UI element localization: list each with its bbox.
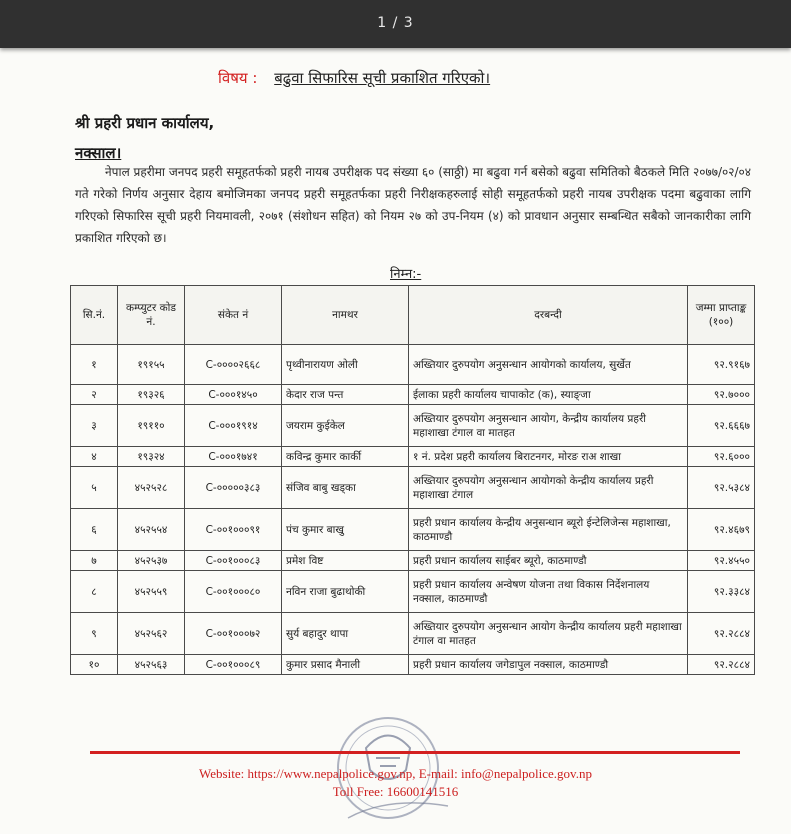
cell-total-score: ९२.४६७९ [688, 509, 755, 551]
cell-total-score: ९२.४५५० [688, 551, 755, 571]
cell-computer-code: १९३२४ [118, 447, 185, 467]
cell-name: सुर्य बहादुर थापा [282, 613, 409, 655]
cell-total-score: ९२.५३८४ [688, 467, 755, 509]
list-heading: निम्न:- [390, 267, 422, 282]
recommendation-table [70, 285, 755, 675]
table-row [71, 613, 755, 655]
header-name: नामथर [282, 286, 409, 345]
cell-posting: अख्तियार दुरुपयोग अनुसन्धान आयोगको केन्द्रीय कार्यालय प्रहरी महाशाखा टंगाल [409, 467, 688, 509]
cell-name: संजिव बाबु खड्का [282, 467, 409, 509]
cell-symbol-no: C-०००१४५० [185, 385, 282, 405]
cell-posting: प्रहरी प्रधान कार्यालय केन्द्रीय अनुसन्धान ब्यूरो ईन्टेलिजेन्स महाशाखा, काठमाण्डौ [409, 509, 688, 551]
cell-serial: २ [71, 385, 118, 405]
table-row [71, 551, 755, 571]
cell-computer-code: ४५२५६३ [118, 655, 185, 675]
cell-serial: ६ [71, 509, 118, 551]
cell-computer-code: ४५२५५९ [118, 571, 185, 613]
cell-serial: ८ [71, 571, 118, 613]
cell-name: जयराम कुईकेल [282, 405, 409, 447]
table-header-row [71, 286, 755, 345]
cell-symbol-no: C-०००००३८३ [185, 467, 282, 509]
cell-posting: अख्तियार दुरुपयोग अनुसन्धान आयोग केन्द्रीय कार्यालय प्रहरी महाशाखा टंगाल वा मातहत [409, 613, 688, 655]
cell-symbol-no: C-००१०००८३ [185, 551, 282, 571]
header-serial: सि.नं. [71, 286, 118, 345]
addressee: श्री प्रहरी प्रधान कार्यालय, [75, 114, 215, 132]
cell-posting: १ नं. प्रदेश प्रहरी कार्यालय बिराटनगर, मोरङ राअ शाखा [409, 447, 688, 467]
cell-computer-code: ४५२५६२ [118, 613, 185, 655]
table-row [71, 345, 755, 385]
cell-symbol-no: C-००१०००८० [185, 571, 282, 613]
cell-total-score: ९२.२८८४ [688, 613, 755, 655]
header-symbol-no: संकेत नं [185, 286, 282, 345]
cell-computer-code: ४५२५३७ [118, 551, 185, 571]
header-computer-code: कम्प्युटर कोड नं. [118, 286, 185, 345]
subject-text: बढुवा सिफारिस सूची प्रकाशित गरिएको। [274, 69, 491, 87]
cell-serial: ३ [71, 405, 118, 447]
cell-name: प्रमेश विष्ट [282, 551, 409, 571]
table-row [71, 509, 755, 551]
cell-serial: ७ [71, 551, 118, 571]
cell-computer-code: १९१५५ [118, 345, 185, 385]
footer-website: Website: https://www.nepalpolice.gov.np, E-mail: info@nepalpolice.gov.np [199, 766, 592, 781]
cell-name: पंच कुमार बाखु [282, 509, 409, 551]
cell-posting: अख्तियार दुरुपयोग अनुसन्धान आयोग, केन्द्रीय कार्यालय प्रहरी महाशाखा टंगाल वा मातहत [409, 405, 688, 447]
table-row [71, 467, 755, 509]
table-row [71, 447, 755, 467]
subject-label: विषय : [218, 69, 258, 87]
cell-computer-code: १९११० [118, 405, 185, 447]
cell-serial: १ [71, 345, 118, 385]
cell-name: केदार राज पन्त [282, 385, 409, 405]
cell-symbol-no: C-००००२६६८ [185, 345, 282, 385]
cell-serial: ५ [71, 467, 118, 509]
cell-symbol-no: C-०००१९१४ [185, 405, 282, 447]
body-paragraph: नेपाल प्रहरीमा जनपद प्रहरी समूहतर्फको प्रहरी नायब उपरीक्षक पद संख्या ६० (साठ्ठी) मा बढुवा गर्न बसेको बढुवा समितिको बैठकले मिति २०७७/०२/०४ गते गरेको निर्णय अनुसार देहाय बमोजिमका जनपद प्रहरी समूहतर्फका प्रहरी निरीक्षकहरुलाई सोही समूहतर्फको प्रहरी नायब उपरीक्षक पदमा बढुवाका लागि गरिएको सिफारिस सूची प्रहरी नियमावली, २०७१ (संशोधन सहित) को नियम २७ को उप-नियम (४) को प्रावधान अनुसार सम्बन्धित सबैको जानकारीका लागि प्रकाशित गरिएको छ। [75, 165, 751, 245]
page-counter: 1 / 3 [377, 15, 414, 31]
cell-name: कुमार प्रसाद मैनाली [282, 655, 409, 675]
addressee-location: नक्साल। [75, 144, 122, 162]
cell-computer-code: ४५२५५४ [118, 509, 185, 551]
cell-name: कविन्द्र कुमार कार्की [282, 447, 409, 467]
cell-symbol-no: C-००१०००९१ [185, 509, 282, 551]
cell-total-score: ९२.२८८४ [688, 655, 755, 675]
cell-posting: अख्तियार दुरुपयोग अनुसन्धान आयोगको कार्यालय, सुर्खेत [409, 345, 688, 385]
cell-total-score: ९२.६६६७ [688, 405, 755, 447]
cell-posting: प्रहरी प्रधान कार्यालय साईबर ब्यूरो, काठमाण्डौ [409, 551, 688, 571]
subject-line [218, 68, 490, 88]
header-total-score: जम्मा प्राप्ताङ्क (१००) [688, 286, 755, 345]
cell-serial: १० [71, 655, 118, 675]
table-row [71, 571, 755, 613]
header-posting: दरबन्दी [409, 286, 688, 345]
cell-serial: ४ [71, 447, 118, 467]
cell-total-score: ९२.६००० [688, 447, 755, 467]
viewer-toolbar [0, 0, 791, 48]
cell-name: नविन राजा बुढाथोकी [282, 571, 409, 613]
footer-divider [90, 751, 740, 754]
cell-total-score: ९२.७००० [688, 385, 755, 405]
cell-total-score: ९२.३३८४ [688, 571, 755, 613]
cell-posting: ईलाका प्रहरी कार्यालय चापाकोट (क), स्याङ्जा [409, 385, 688, 405]
table-row [71, 385, 755, 405]
cell-serial: ९ [71, 613, 118, 655]
cell-computer-code: ४५२५२८ [118, 467, 185, 509]
footer-toll-free: Toll Free: 16600141516 [332, 784, 459, 799]
cell-posting: प्रहरी प्रधान कार्यालय अन्वेषण योजना तथा विकास निर्देशनालय नक्साल, काठमाण्डौ [409, 571, 688, 613]
cell-computer-code: १९३२६ [118, 385, 185, 405]
cell-symbol-no: C-००१०००८९ [185, 655, 282, 675]
cell-symbol-no: C-०००१७४१ [185, 447, 282, 467]
cell-symbol-no: C-००१०००७२ [185, 613, 282, 655]
document-page [0, 48, 791, 834]
table-row [71, 405, 755, 447]
table-row [71, 655, 755, 675]
cell-total-score: ९२.९१६७ [688, 345, 755, 385]
cell-posting: प्रहरी प्रधान कार्यालय जगेडापुल नक्साल, काठमाण्डौ [409, 655, 688, 675]
cell-name: पृथ्वीनारायण ओली [282, 345, 409, 385]
